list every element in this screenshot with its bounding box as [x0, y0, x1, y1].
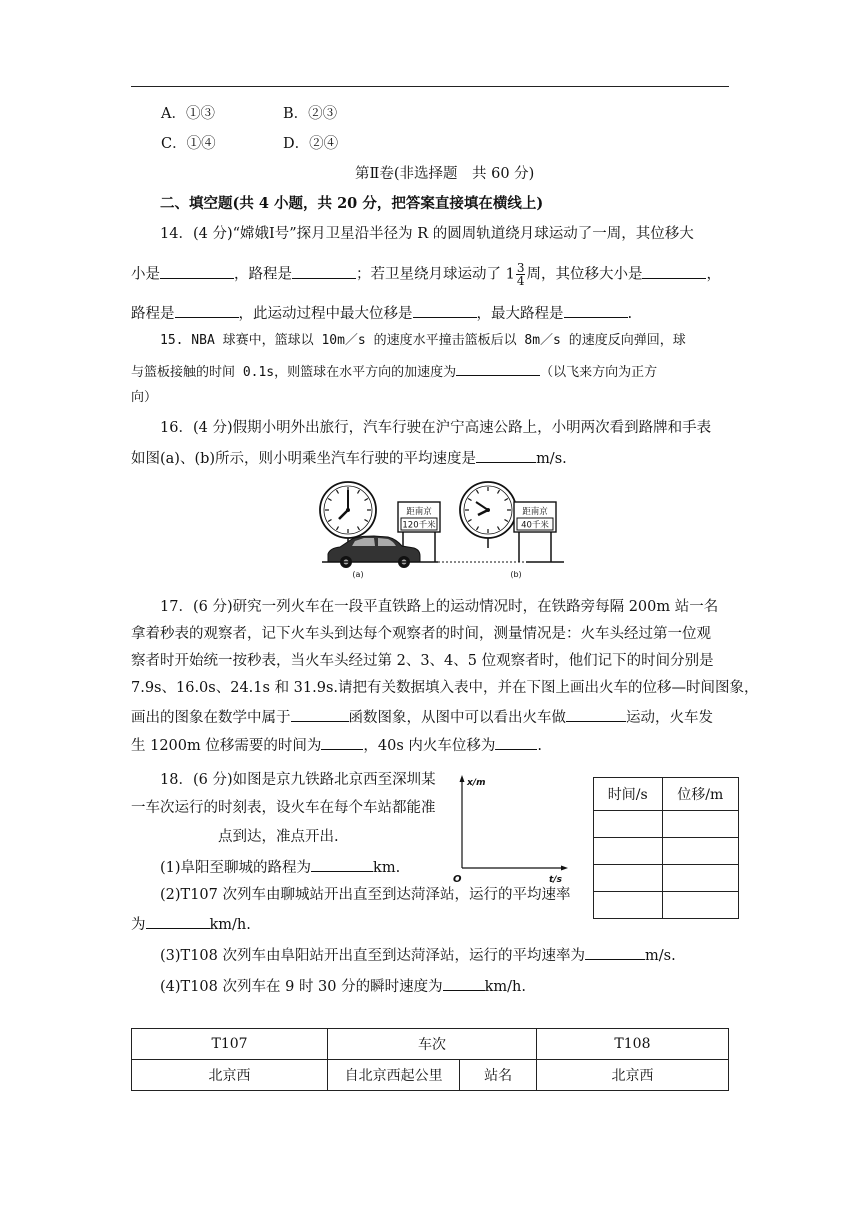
sign-a-value: 120千米 — [402, 520, 436, 531]
sign-b-title: 距南京 — [522, 507, 548, 517]
q18-line3: 点到达，准点开出. — [218, 829, 339, 845]
part-heading: 二、填空题(共 4 小题，共 20 分，把答案直接填在横线上) — [160, 195, 544, 212]
data-table-cell — [662, 811, 739, 838]
origin-label: O — [453, 874, 462, 884]
q18-sub3: (3)T108 次列车由阜阳站开出直至到达菏泽站，运行的平均速率为 m/s. — [160, 944, 676, 966]
q15-line2: 与篮板接触的时间 0.1s，则篮球在水平方向的加速度为 （以飞来方向为正方 — [131, 360, 657, 383]
q17-line6: 生 1200m 位移需要的时间为 ，40s 内火车位移为 . — [131, 734, 542, 756]
data-table — [593, 777, 739, 919]
timetable-station-right: 北京西 — [536, 1060, 728, 1091]
clock-b-icon — [460, 482, 516, 538]
option-b: B．②③ — [283, 106, 338, 122]
q17-line5: 画出的图象在数学中属于 函数图象，从图中可以看出火车做 运动，火车发 — [131, 706, 713, 728]
q18-sub4: (4)T108 次列车在 9 时 30 分的瞬时速度为 km/h. — [160, 975, 526, 997]
q16-line1: 16．(4 分)假期小明外出旅行，汽车行驶在沪宁高速公路上，小明两次看到路牌和手表 — [160, 420, 712, 436]
q18-line1: 18．(6 分)如图是京九铁路北京西至深圳某 — [160, 772, 436, 788]
data-table-cell — [662, 892, 739, 919]
sign-b-value: 40千米 — [521, 520, 549, 531]
figure-label-b: (b) — [510, 570, 522, 579]
data-table-cell — [594, 892, 663, 919]
q14-line3: 路程是 ，此运动过程中最大位移是 ，最大路程是 . — [131, 302, 632, 324]
car-icon — [328, 536, 420, 568]
q17-line1: 17．(6 分)研究一列火车在一段平直铁路上的运动情况时，在铁路旁每隔 200m 站一名 — [160, 599, 719, 615]
q17-line4: 7.9s、16.0s、24.1s 和 31.9s.请把有关数据填入表中，并在下图上画出火车的位移—时间图象， — [131, 680, 759, 696]
data-table-cell — [662, 838, 739, 865]
road-sign-figure — [318, 476, 568, 582]
q17-line2: 拿着秒表的观察者，记下火车头到达每个观察者的时间，测量情况是：火车头经过第一位观 — [131, 626, 711, 642]
q18-sub1: (1)阜阳至聊城的路程为 km. — [160, 856, 400, 878]
q15-line3: 向） — [131, 390, 158, 405]
displacement-time-axes — [445, 772, 575, 884]
y-axis-label: x/m — [467, 778, 486, 788]
data-table-header-time: 时间/s — [594, 778, 663, 811]
q14-line2: 小是 ，路程是 ；若卫星绕月球运动了 1 $\frac{3}{4}$ 周，其位移大小是 ， — [131, 261, 721, 288]
data-table-cell — [594, 811, 663, 838]
q18-sub2b: 为 km/h. — [131, 913, 251, 935]
train-timetable — [131, 1028, 729, 1091]
q15-line1: 15. NBA 球赛中，篮球以 10m／s 的速度水平撞击篮板后以 8m／s 的速度反向弹回，球 — [160, 333, 686, 348]
option-d: D．②④ — [283, 136, 339, 152]
timetable-t107: T107 — [132, 1029, 328, 1060]
figure-label-a: (a) — [352, 570, 364, 579]
q14-line1: 14．(4 分)“嫦娥Ⅰ号”探月卫星沿半径为 R 的圆周轨道绕月球运动了一周，其位移大 — [160, 226, 694, 242]
fraction-three-quarters: $\frac{3}{4}$ — [516, 261, 525, 288]
q18-sub2a: (2)T107 次列车由聊城站开出直至到达菏泽站，运行的平均速率 — [160, 887, 571, 903]
q16-line2: 如图(a)、(b)所示，则小明乘坐汽车行驶的平均速度是 m/s. — [131, 447, 567, 469]
timetable-station-name-header: 站名 — [460, 1060, 537, 1091]
data-table-cell — [594, 838, 663, 865]
top-rule — [131, 86, 729, 87]
timetable-train-number-header: 车次 — [328, 1029, 537, 1060]
data-table-cell — [662, 865, 739, 892]
x-axis-label: t/s — [549, 875, 562, 884]
data-table-header-displacement: 位移/m — [662, 778, 739, 811]
timetable-km-header: 自北京西起公里 — [328, 1060, 460, 1091]
timetable-station-left: 北京西 — [132, 1060, 328, 1091]
sign-a-title: 距南京 — [406, 507, 432, 517]
data-table-cell — [594, 865, 663, 892]
q17-line3: 察者时开始统一按秒表，当火车头经过第 2、3、4、5 位观察者时，他们记下的时间分别是 — [131, 653, 714, 669]
option-c: C．①④ — [161, 136, 216, 152]
timetable-t108: T108 — [536, 1029, 728, 1060]
q18-line2: 一车次运行的时刻表，设火车在每个车站都能准 — [131, 800, 436, 816]
clock-a-icon — [320, 482, 376, 538]
section-title: 第Ⅱ卷(非选择题 共 60 分) — [355, 166, 535, 182]
option-a: A．①③ — [161, 106, 215, 122]
